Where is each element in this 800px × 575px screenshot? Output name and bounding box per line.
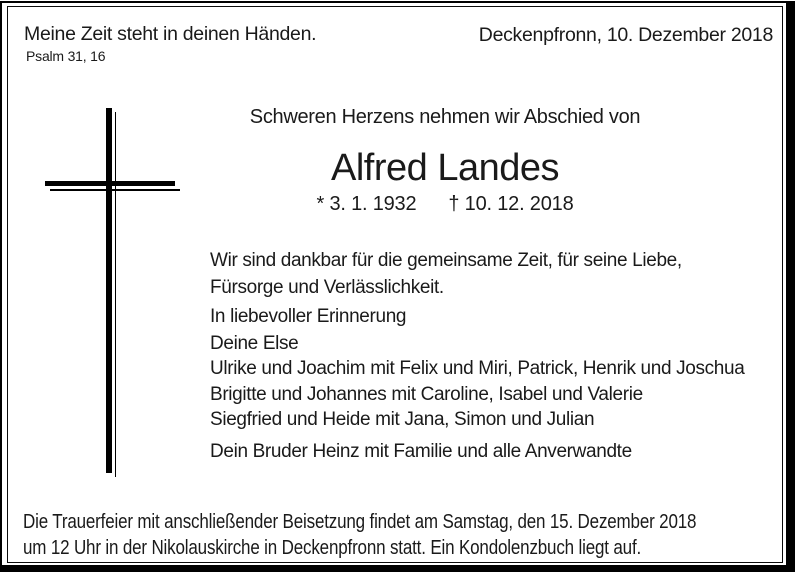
mourner-line: Brigitte und Johannes mit Caroline, Isabel und Valerie	[210, 384, 643, 405]
funeral-info-line: Die Trauerfeier mit anschließender Beisetzung findet am Samstag, den 15. Dezember 2018	[23, 511, 697, 533]
mourner-line: Siegfried und Heide mit Jana, Simon und Julian	[210, 409, 595, 430]
relatives-line: Dein Bruder Heinz mit Familie und alle Anverwandte	[210, 441, 632, 462]
life-dates	[205, 191, 685, 217]
cross-horizontal-bar	[45, 181, 175, 186]
place-and-date: Deckenpfronn, 10. Dezember 2018	[478, 24, 773, 46]
mourner-line: Ulrike und Joachim mit Felix und Miri, Patrick, Henrik und Joschua	[210, 358, 745, 379]
death-date: † 10. 12. 2018	[448, 193, 574, 215]
scripture-quote: Meine Zeit steht in deinen Händen.	[24, 23, 317, 45]
tribute-line: Wir sind dankbar für die gemeinsame Zeit, für seine Liebe,	[210, 250, 682, 271]
remembrance-line: In liebevoller Erinnerung	[210, 306, 407, 327]
funeral-info-line: um 12 Uhr in der Nikolauskirche in Deckenpfronn statt. Ein Kondolenzbuch liegt auf.	[23, 537, 642, 559]
mourner-line: Deine Else	[210, 333, 299, 354]
latin-cross-icon	[0, 0, 200, 500]
cross-vertical-shadow-line	[115, 112, 117, 477]
birth-date: * 3. 1. 1932	[316, 193, 417, 215]
tribute-line: Fürsorge und Verlässlichkeit.	[210, 277, 444, 298]
cross-horizontal-shadow-line	[50, 189, 180, 191]
scripture-source: Psalm 31, 16	[26, 48, 106, 64]
farewell-intro: Schweren Herzens nehmen wir Abschied von	[249, 106, 641, 128]
deceased-name: Alfred Landes	[331, 147, 559, 189]
cross-vertical-bar	[106, 108, 112, 473]
